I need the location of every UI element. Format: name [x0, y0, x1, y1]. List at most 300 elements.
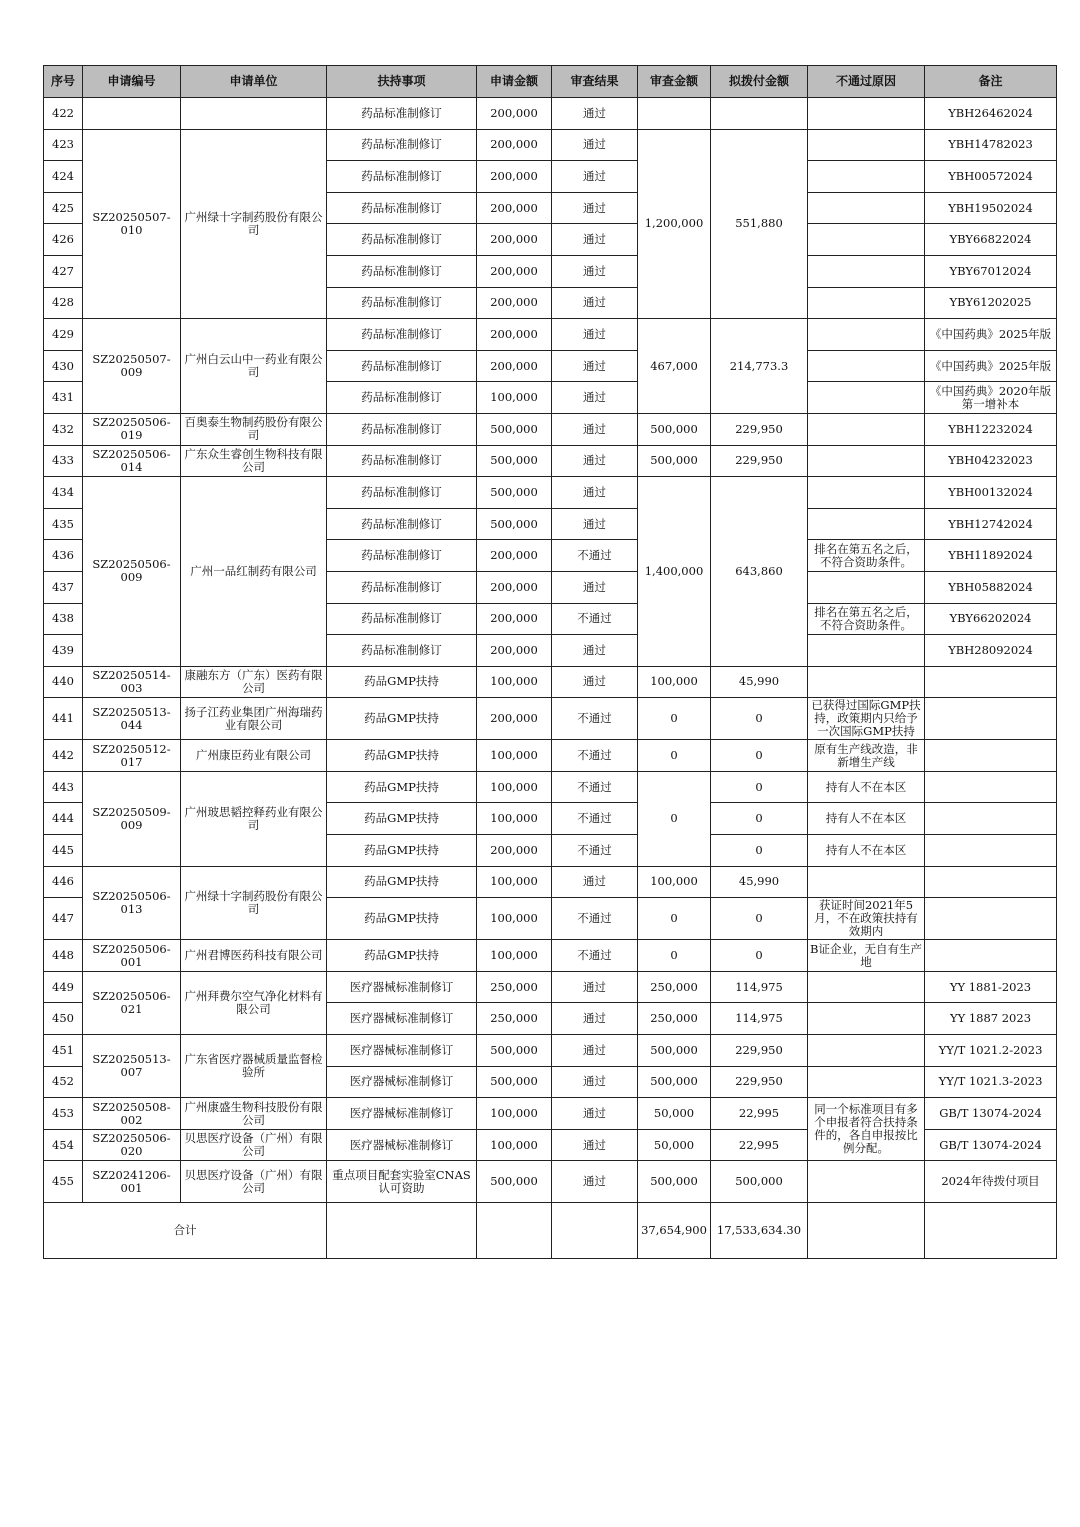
- table-cell: 22,995: [711, 1098, 808, 1130]
- table-cell: 100,000: [477, 898, 552, 940]
- table-cell: 获证时间2021年5月，不在政策扶持有效期内: [808, 898, 925, 940]
- table-cell: YBY67012024: [925, 255, 1057, 287]
- table-cell: 广州绿十字制药股份有限公司: [181, 866, 327, 940]
- table-cell: 452: [44, 1066, 83, 1098]
- table-cell: 药品标准制修订: [327, 255, 477, 287]
- table-cell: SZ20250513-044: [83, 698, 181, 740]
- table-cell: 200,000: [477, 571, 552, 603]
- table-cell: 454: [44, 1129, 83, 1161]
- table-cell: 通过: [552, 571, 638, 603]
- table-cell: 500,000: [477, 445, 552, 477]
- table-cell: SZ20250514-003: [83, 666, 181, 698]
- table-cell: YBH28092024: [925, 635, 1057, 667]
- table-cell: YY 1887 2023: [925, 1003, 1057, 1035]
- table-cell: 百奥泰生物制药股份有限公司: [181, 413, 327, 445]
- table-cell: 持有人不在本区: [808, 803, 925, 835]
- table-cell: 扬子江药业集团广州海瑞药业有限公司: [181, 698, 327, 740]
- table-row: [44, 413, 1057, 445]
- table-row: [44, 740, 1057, 772]
- table-cell: 药品标准制修订: [327, 129, 477, 161]
- table-cell: [925, 898, 1057, 940]
- table-cell: GB/T 13074-2024: [925, 1129, 1057, 1161]
- table-row: [44, 666, 1057, 698]
- table-cell: 424: [44, 161, 83, 193]
- table-cell: SZ20250506-009: [83, 477, 181, 667]
- table-cell: 医疗器械标准制修订: [327, 1129, 477, 1161]
- table-cell: 643,860: [711, 477, 808, 667]
- table-cell: 《中国药典》2020年版第一增补本: [925, 382, 1057, 414]
- table-cell: 广州白云山中一药业有限公司: [181, 319, 327, 414]
- table-cell: 250,000: [638, 971, 711, 1003]
- funding-table: [43, 65, 1057, 1259]
- table-cell: 通过: [552, 1066, 638, 1098]
- table-cell: 不通过: [552, 698, 638, 740]
- table-cell: 药品标准制修订: [327, 192, 477, 224]
- table-cell: 药品标准制修订: [327, 382, 477, 414]
- header-review-amount: 审查金额: [638, 66, 711, 98]
- table-cell: [925, 740, 1057, 772]
- table-cell: 药品GMP扶持: [327, 698, 477, 740]
- table-cell: 448: [44, 940, 83, 972]
- table-cell: 100,000: [477, 1098, 552, 1130]
- table-cell: 药品GMP扶持: [327, 666, 477, 698]
- table-cell: 200,000: [477, 98, 552, 130]
- table-cell: 200,000: [477, 224, 552, 256]
- table-cell: [181, 98, 327, 130]
- table-cell: 广东众生睿创生物科技有限公司: [181, 445, 327, 477]
- table-cell: [808, 161, 925, 193]
- table-cell: [925, 771, 1057, 803]
- table-cell: 0: [638, 740, 711, 772]
- table-cell: 药品标准制修订: [327, 603, 477, 635]
- table-cell: 广州拜费尔空气净化材料有限公司: [181, 971, 327, 1034]
- total-label: 合计: [44, 1203, 327, 1259]
- table-cell: 通过: [552, 129, 638, 161]
- table-cell: YBH26462024: [925, 98, 1057, 130]
- table-cell: 0: [711, 898, 808, 940]
- table-cell: 通过: [552, 192, 638, 224]
- table-cell: 通过: [552, 866, 638, 898]
- table-cell: YBH12232024: [925, 413, 1057, 445]
- table-cell: 通过: [552, 98, 638, 130]
- table-cell: 200,000: [477, 192, 552, 224]
- table-cell: 442: [44, 740, 83, 772]
- table-cell: 广州绿十字制药股份有限公司: [181, 129, 327, 319]
- table-cell: 0: [638, 698, 711, 740]
- table-cell: [711, 98, 808, 130]
- table-cell: 持有人不在本区: [808, 771, 925, 803]
- table-cell: 通过: [552, 1035, 638, 1067]
- table-cell: 500,000: [711, 1161, 808, 1203]
- table-cell: 114,975: [711, 1003, 808, 1035]
- table-cell: 通过: [552, 319, 638, 351]
- table-cell: [808, 98, 925, 130]
- table-cell: 440: [44, 666, 83, 698]
- table-cell: [925, 940, 1057, 972]
- table-cell: 500,000: [638, 1035, 711, 1067]
- table-cell: 436: [44, 540, 83, 572]
- table-cell: 通过: [552, 445, 638, 477]
- table-row: [44, 1161, 1057, 1203]
- table-cell: [808, 571, 925, 603]
- table-row: [44, 319, 1057, 351]
- table-cell: 医疗器械标准制修订: [327, 1098, 477, 1130]
- header-apply-amount: 申请金额: [477, 66, 552, 98]
- header-applicant: 申请单位: [181, 66, 327, 98]
- header-result: 审查结果: [552, 66, 638, 98]
- table-cell: 通过: [552, 666, 638, 698]
- table-row: [44, 477, 1057, 509]
- table-cell: 427: [44, 255, 83, 287]
- header-payout: 拟拨付金额: [711, 66, 808, 98]
- table-cell: SZ20250508-002: [83, 1098, 181, 1130]
- table-cell: [925, 866, 1057, 898]
- table-cell: [925, 835, 1057, 867]
- total-row: [44, 1203, 1057, 1259]
- table-cell: 100,000: [638, 666, 711, 698]
- table-cell: 423: [44, 129, 83, 161]
- table-cell: 《中国药典》2025年版: [925, 319, 1057, 351]
- table-row: [44, 1098, 1057, 1130]
- table-cell: 医疗器械标准制修订: [327, 1003, 477, 1035]
- table-cell: 通过: [552, 1098, 638, 1130]
- table-cell: 500,000: [638, 1066, 711, 1098]
- table-cell: SZ20250506-020: [83, 1129, 181, 1161]
- table-cell: 药品标准制修订: [327, 287, 477, 319]
- table-cell: 443: [44, 771, 83, 803]
- table-cell: SZ20250506-013: [83, 866, 181, 940]
- table-cell: 100,000: [477, 866, 552, 898]
- table-cell: 449: [44, 971, 83, 1003]
- table-cell: 重点项目配套实验室CNAS认可资助: [327, 1161, 477, 1203]
- table-cell: 430: [44, 350, 83, 382]
- table-cell: 45,990: [711, 866, 808, 898]
- table-cell: [808, 866, 925, 898]
- table-cell: 《中国药典》2025年版: [925, 350, 1057, 382]
- table-cell: 445: [44, 835, 83, 867]
- table-cell: 100,000: [477, 1129, 552, 1161]
- table-cell: 持有人不在本区: [808, 835, 925, 867]
- table-cell: 435: [44, 508, 83, 540]
- table-row: [44, 771, 1057, 803]
- table-cell: 广州一品红制药有限公司: [181, 477, 327, 667]
- table-cell: SZ20250506-021: [83, 971, 181, 1034]
- table-cell: 50,000: [638, 1129, 711, 1161]
- table-cell: 0: [638, 771, 711, 866]
- table-cell: 45,990: [711, 666, 808, 698]
- table-cell: 通过: [552, 161, 638, 193]
- table-cell: [808, 192, 925, 224]
- table-cell: SZ20250506-019: [83, 413, 181, 445]
- table-cell: 医疗器械标准制修订: [327, 1066, 477, 1098]
- header-row: [44, 66, 1057, 98]
- table-cell: 453: [44, 1098, 83, 1130]
- table-cell: 229,950: [711, 1066, 808, 1098]
- table-cell: 250,000: [477, 971, 552, 1003]
- table-cell: [808, 1035, 925, 1067]
- table-cell: 467,000: [638, 319, 711, 414]
- table-cell: 药品标准制修订: [327, 224, 477, 256]
- table-cell: 551,880: [711, 129, 808, 319]
- table-cell: YBY66202024: [925, 603, 1057, 635]
- table-cell: 广州君博医药科技有限公司: [181, 940, 327, 972]
- table-cell: 0: [638, 898, 711, 940]
- table-cell: 0: [711, 740, 808, 772]
- table-cell: 广州康臣药业有限公司: [181, 740, 327, 772]
- table-cell: 药品标准制修订: [327, 540, 477, 572]
- table-cell: 药品标准制修订: [327, 319, 477, 351]
- table-cell: 438: [44, 603, 83, 635]
- table-row: [44, 940, 1057, 972]
- table-cell: [808, 971, 925, 1003]
- table-cell: 2024年待拨付项目: [925, 1161, 1057, 1203]
- header-seq: 序号: [44, 66, 83, 98]
- table-cell: SZ20250509-009: [83, 771, 181, 866]
- table-cell: 通过: [552, 1129, 638, 1161]
- table-row: [44, 698, 1057, 740]
- table-cell: 426: [44, 224, 83, 256]
- table-cell: [808, 287, 925, 319]
- table-cell: 同一个标准项目有多个申报者符合扶持条件的，各自申报按比例分配。: [808, 1098, 925, 1161]
- table-cell: 1,200,000: [638, 129, 711, 319]
- table-cell: [808, 445, 925, 477]
- table-cell: 通过: [552, 1003, 638, 1035]
- table-cell: 0: [711, 771, 808, 803]
- table-cell: 428: [44, 287, 83, 319]
- table-cell: 药品GMP扶持: [327, 940, 477, 972]
- table-cell: 药品标准制修订: [327, 635, 477, 667]
- table-cell: 0: [711, 835, 808, 867]
- table-cell: 434: [44, 477, 83, 509]
- table-cell: 广州康盛生物科技股份有限公司: [181, 1098, 327, 1130]
- table-cell: 医疗器械标准制修订: [327, 1035, 477, 1067]
- table-cell: 200,000: [477, 698, 552, 740]
- table-cell: 422: [44, 98, 83, 130]
- table-cell: 通过: [552, 971, 638, 1003]
- total-review-amount: 37,654,900: [638, 1203, 711, 1259]
- table-cell: [808, 508, 925, 540]
- table-cell: 439: [44, 635, 83, 667]
- table-cell: [808, 255, 925, 287]
- table-cell: 排名在第五名之后，不符合资助条件。: [808, 603, 925, 635]
- table-cell: [925, 803, 1057, 835]
- table-cell: 药品GMP扶持: [327, 803, 477, 835]
- table-cell: 100,000: [638, 866, 711, 898]
- table-cell: 原有生产线改造，非新增生产线: [808, 740, 925, 772]
- table-row: [44, 1035, 1057, 1067]
- table-cell: 0: [638, 940, 711, 972]
- table-cell: YBH00132024: [925, 477, 1057, 509]
- table-cell: 药品GMP扶持: [327, 835, 477, 867]
- table-cell: 康融东方（广东）医药有限公司: [181, 666, 327, 698]
- table-cell: 不通过: [552, 803, 638, 835]
- table-cell: 100,000: [477, 771, 552, 803]
- table-cell: 450: [44, 1003, 83, 1035]
- table-row: [44, 129, 1057, 161]
- table-cell: [808, 635, 925, 667]
- table-cell: YBH05882024: [925, 571, 1057, 603]
- table-cell: 通过: [552, 382, 638, 414]
- table-cell: 500,000: [477, 1161, 552, 1203]
- table-cell: [638, 98, 711, 130]
- table-cell: 455: [44, 1161, 83, 1203]
- table-cell: YBY66822024: [925, 224, 1057, 256]
- table-cell: SZ20250506-001: [83, 940, 181, 972]
- table-cell: 500,000: [638, 413, 711, 445]
- table-cell: 441: [44, 698, 83, 740]
- table-cell: 药品标准制修订: [327, 445, 477, 477]
- table-cell: [925, 698, 1057, 740]
- table-row: [44, 971, 1057, 1003]
- table-cell: 431: [44, 382, 83, 414]
- table-cell: 不通过: [552, 603, 638, 635]
- table-cell: 不通过: [552, 540, 638, 572]
- table-cell: YY/T 1021.3-2023: [925, 1066, 1057, 1098]
- table-cell: 447: [44, 898, 83, 940]
- table-cell: [808, 477, 925, 509]
- total-payout-amount: 17,533,634.30: [711, 1203, 808, 1259]
- table-cell: 500,000: [638, 445, 711, 477]
- table-cell: 200,000: [477, 835, 552, 867]
- table-cell: 100,000: [477, 940, 552, 972]
- table-cell: 1,400,000: [638, 477, 711, 667]
- table-cell: 医疗器械标准制修订: [327, 971, 477, 1003]
- table-cell: 广州玻思韬控释药业有限公司: [181, 771, 327, 866]
- table-cell: 229,950: [711, 413, 808, 445]
- table-cell: 0: [711, 698, 808, 740]
- table-cell: 不通过: [552, 771, 638, 803]
- table-cell: 500,000: [477, 508, 552, 540]
- table-cell: 200,000: [477, 161, 552, 193]
- table-cell: [808, 1161, 925, 1203]
- table-cell: 429: [44, 319, 83, 351]
- table-cell: 200,000: [477, 255, 552, 287]
- table-cell: 不通过: [552, 835, 638, 867]
- table-cell: [808, 224, 925, 256]
- table-cell: GB/T 13074-2024: [925, 1098, 1057, 1130]
- table-cell: 通过: [552, 350, 638, 382]
- table-cell: 药品标准制修订: [327, 571, 477, 603]
- table-cell: 500,000: [477, 477, 552, 509]
- table-cell: [808, 129, 925, 161]
- table-cell: [808, 413, 925, 445]
- table-cell: 广东省医疗器械质量监督检验所: [181, 1035, 327, 1098]
- table-cell: 200,000: [477, 635, 552, 667]
- table-cell: 通过: [552, 1161, 638, 1203]
- table-row: [44, 98, 1057, 130]
- table-cell: [808, 319, 925, 351]
- table-row: [44, 866, 1057, 898]
- table-cell: YBH14782023: [925, 129, 1057, 161]
- table-cell: 通过: [552, 477, 638, 509]
- table-cell: 500,000: [638, 1161, 711, 1203]
- table-cell: 药品标准制修订: [327, 161, 477, 193]
- header-app-no: 申请编号: [83, 66, 181, 98]
- table-cell: 50,000: [638, 1098, 711, 1130]
- table-cell: SZ20250507-009: [83, 319, 181, 414]
- table-cell: 433: [44, 445, 83, 477]
- table-cell: [808, 1003, 925, 1035]
- table-cell: 排名在第五名之后，不符合资助条件。: [808, 540, 925, 572]
- table-cell: 100,000: [477, 740, 552, 772]
- table-cell: 100,000: [477, 666, 552, 698]
- table-cell: 药品标准制修订: [327, 508, 477, 540]
- table-cell: 通过: [552, 413, 638, 445]
- table-cell: [808, 382, 925, 414]
- table-cell: [808, 1066, 925, 1098]
- table-cell: 药品GMP扶持: [327, 866, 477, 898]
- table-cell: 200,000: [477, 350, 552, 382]
- table-row: [44, 445, 1057, 477]
- table-cell: 不通过: [552, 740, 638, 772]
- table-cell: 贝思医疗设备（广州）有限公司: [181, 1129, 327, 1161]
- table-cell: 229,950: [711, 445, 808, 477]
- table-cell: 通过: [552, 635, 638, 667]
- table-cell: 214,773.3: [711, 319, 808, 414]
- table-cell: 100,000: [477, 803, 552, 835]
- header-reject-reason: 不通过原因: [808, 66, 925, 98]
- header-remark: 备注: [925, 66, 1057, 98]
- table-cell: 药品标准制修订: [327, 477, 477, 509]
- table-cell: 通过: [552, 255, 638, 287]
- table-cell: 250,000: [477, 1003, 552, 1035]
- table-cell: 200,000: [477, 129, 552, 161]
- table-cell: 药品标准制修订: [327, 350, 477, 382]
- table-cell: 500,000: [477, 1035, 552, 1067]
- table-cell: 0: [711, 940, 808, 972]
- table-cell: SZ20250506-014: [83, 445, 181, 477]
- table-cell: 不通过: [552, 898, 638, 940]
- table-cell: 200,000: [477, 603, 552, 635]
- table-cell: 100,000: [477, 382, 552, 414]
- table-cell: [83, 98, 181, 130]
- table-cell: 200,000: [477, 287, 552, 319]
- table-cell: 药品标准制修订: [327, 413, 477, 445]
- table-cell: [808, 666, 925, 698]
- table-cell: SZ20241206-001: [83, 1161, 181, 1203]
- table-cell: 444: [44, 803, 83, 835]
- table-cell: YBH19502024: [925, 192, 1057, 224]
- header-item: 扶持事项: [327, 66, 477, 98]
- table-cell: 114,975: [711, 971, 808, 1003]
- table-cell: 250,000: [638, 1003, 711, 1035]
- table-cell: 贝思医疗设备（广州）有限公司: [181, 1161, 327, 1203]
- table-cell: 451: [44, 1035, 83, 1067]
- table-cell: 446: [44, 866, 83, 898]
- table-cell: 通过: [552, 508, 638, 540]
- table-cell: YY 1881-2023: [925, 971, 1057, 1003]
- table-cell: YBH00572024: [925, 161, 1057, 193]
- table-cell: 药品GMP扶持: [327, 740, 477, 772]
- table-cell: 200,000: [477, 319, 552, 351]
- table-cell: YBH12742024: [925, 508, 1057, 540]
- table-cell: [808, 350, 925, 382]
- table-cell: 通过: [552, 287, 638, 319]
- table-cell: 500,000: [477, 413, 552, 445]
- table-cell: YBY61202025: [925, 287, 1057, 319]
- table-cell: 药品标准制修订: [327, 98, 477, 130]
- table-cell: SZ20250507-010: [83, 129, 181, 319]
- table-cell: 通过: [552, 224, 638, 256]
- table-cell: B证企业，无自有生产地: [808, 940, 925, 972]
- table-cell: YBH04232023: [925, 445, 1057, 477]
- table-cell: 500,000: [477, 1066, 552, 1098]
- table-cell: 22,995: [711, 1129, 808, 1161]
- table-cell: 432: [44, 413, 83, 445]
- table-cell: YBH11892024: [925, 540, 1057, 572]
- table-cell: 437: [44, 571, 83, 603]
- table-cell: YY/T 1021.2-2023: [925, 1035, 1057, 1067]
